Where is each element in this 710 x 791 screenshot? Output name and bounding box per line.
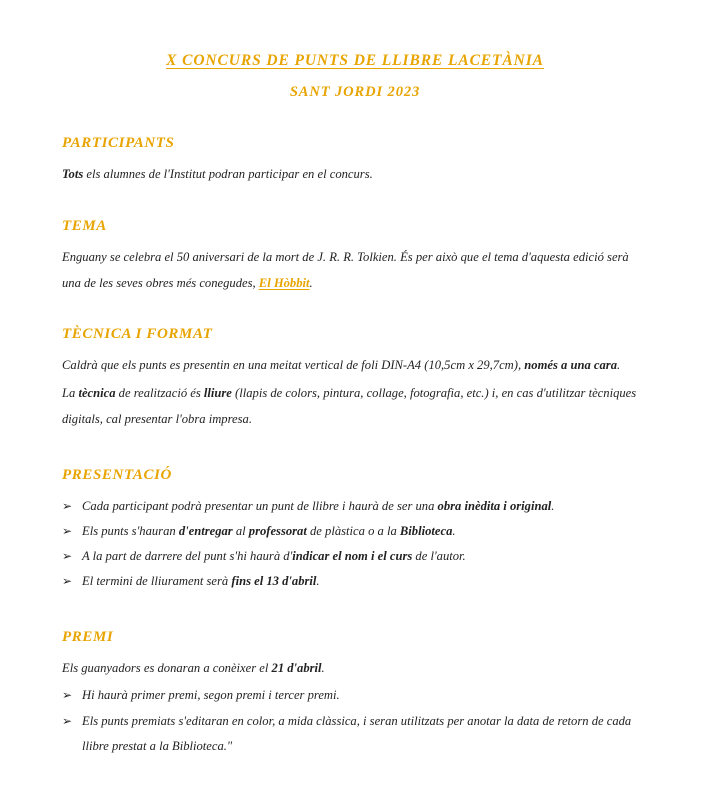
text-run: 21 d'abril	[271, 660, 322, 675]
list-item-text	[82, 569, 648, 594]
list-item	[62, 683, 648, 708]
text-run: Els punts s'hauran	[82, 524, 179, 539]
section-tecnica-i-format	[62, 326, 648, 432]
arrow-bullet-icon: ➢	[62, 498, 73, 513]
paragraph	[62, 353, 648, 379]
section-premi	[62, 629, 648, 759]
text-run: indicar el nom i el curs	[292, 549, 413, 564]
text-run: només a una cara	[524, 358, 618, 373]
paragraph	[62, 381, 648, 433]
text-run: .	[617, 358, 621, 373]
text-run: fins el 13 d'abril	[231, 574, 317, 589]
text-run: de plàstica o a la	[306, 524, 400, 539]
arrow-bullet-icon: ➢	[62, 688, 73, 703]
text-run: Cada participant podrà presentar un punt de llibre i haurà de ser una	[82, 498, 438, 513]
text-run: La	[62, 386, 79, 401]
text-run: de realització és	[115, 386, 204, 401]
text-run: El termini de lliurament serà	[82, 574, 232, 589]
text-run: obra inèdita i original	[437, 498, 552, 513]
section-heading-tema: TEMA	[62, 217, 107, 234]
text-run: .	[452, 524, 456, 539]
text-run: .	[551, 498, 555, 513]
paragraph	[62, 656, 648, 682]
list-item	[62, 569, 648, 594]
list-item	[62, 494, 648, 519]
text-run: els alumnes de l'Institut podran participar en el concurs.	[83, 167, 373, 181]
section-heading-premi: PREMI	[62, 628, 114, 645]
list-item-text	[82, 519, 648, 544]
section-heading-presentacio: PRESENTACIÓ	[62, 466, 172, 483]
arrow-bullet-icon: ➢	[62, 549, 73, 564]
list-item-text	[82, 544, 648, 569]
text-run: Els guanyadors es donaran a conèixer el	[62, 660, 272, 675]
list-item-text: Hi haurà primer premi, segon premi i tercer premi.	[82, 688, 340, 703]
text-run: Tots	[62, 167, 84, 181]
text-run: (llapis de colors, pintura, collage, fotografia, etc.) i, en cas d'utilitzar tècniques digitals, cal presentar l'obra impresa.	[62, 386, 637, 427]
title-block	[62, 52, 648, 101]
document-subtitle: SANT JORDI 2023	[289, 84, 421, 100]
text-run-highlight: El Hòbbit	[258, 275, 310, 290]
list-item	[62, 709, 648, 759]
text-run: A la part de darrere del punt s'hi haurà d'	[82, 549, 293, 564]
paragraph	[62, 162, 648, 188]
text-run: lliure	[203, 386, 232, 401]
paragraph	[62, 245, 648, 297]
section-heading-participants: PARTICIPANTS	[62, 135, 175, 151]
text-run: Enguany se celebra el 50 aniversari de la mort de J. R. R. Tolkien. És per això que el tema d'aquesta edició serà una de les seves obres més conegudes,	[62, 249, 629, 290]
text-run: Biblioteca	[399, 524, 453, 539]
text-run: professorat	[248, 524, 307, 539]
arrow-bullet-icon: ➢	[62, 574, 73, 589]
text-run: al	[232, 524, 249, 539]
section-presentacio	[62, 467, 648, 595]
text-run: .	[316, 574, 320, 589]
text-run: de l'autor.	[412, 549, 466, 564]
text-run: d'entregar	[178, 524, 233, 539]
text-run: .	[309, 275, 313, 290]
text-run: tècnica	[78, 386, 116, 401]
list-item-text: Els punts premiats s'editaran en color, a mida clàssica, i seran utilitzats per anotar la data de retorn de cada llibre prestat a la Biblioteca."	[82, 713, 632, 753]
section-heading-tecnica: TÈCNICA I FORMAT	[62, 326, 213, 343]
list-item-text	[82, 494, 648, 519]
text-run: .	[321, 660, 325, 675]
section-tema	[62, 218, 648, 297]
text-run: Caldrà que els punts es presentin en una meitat vertical de foli DIN-A4 (10,5cm x 29,7cm),	[62, 358, 525, 373]
document-title: X CONCURS DE PUNTS DE LLIBRE LACETÀNIA	[166, 52, 544, 69]
list-item	[62, 544, 648, 569]
arrow-bullet-icon: ➢	[62, 524, 73, 539]
arrow-bullet-icon: ➢	[62, 713, 73, 728]
section-participants	[62, 135, 648, 188]
list-item	[62, 519, 648, 544]
